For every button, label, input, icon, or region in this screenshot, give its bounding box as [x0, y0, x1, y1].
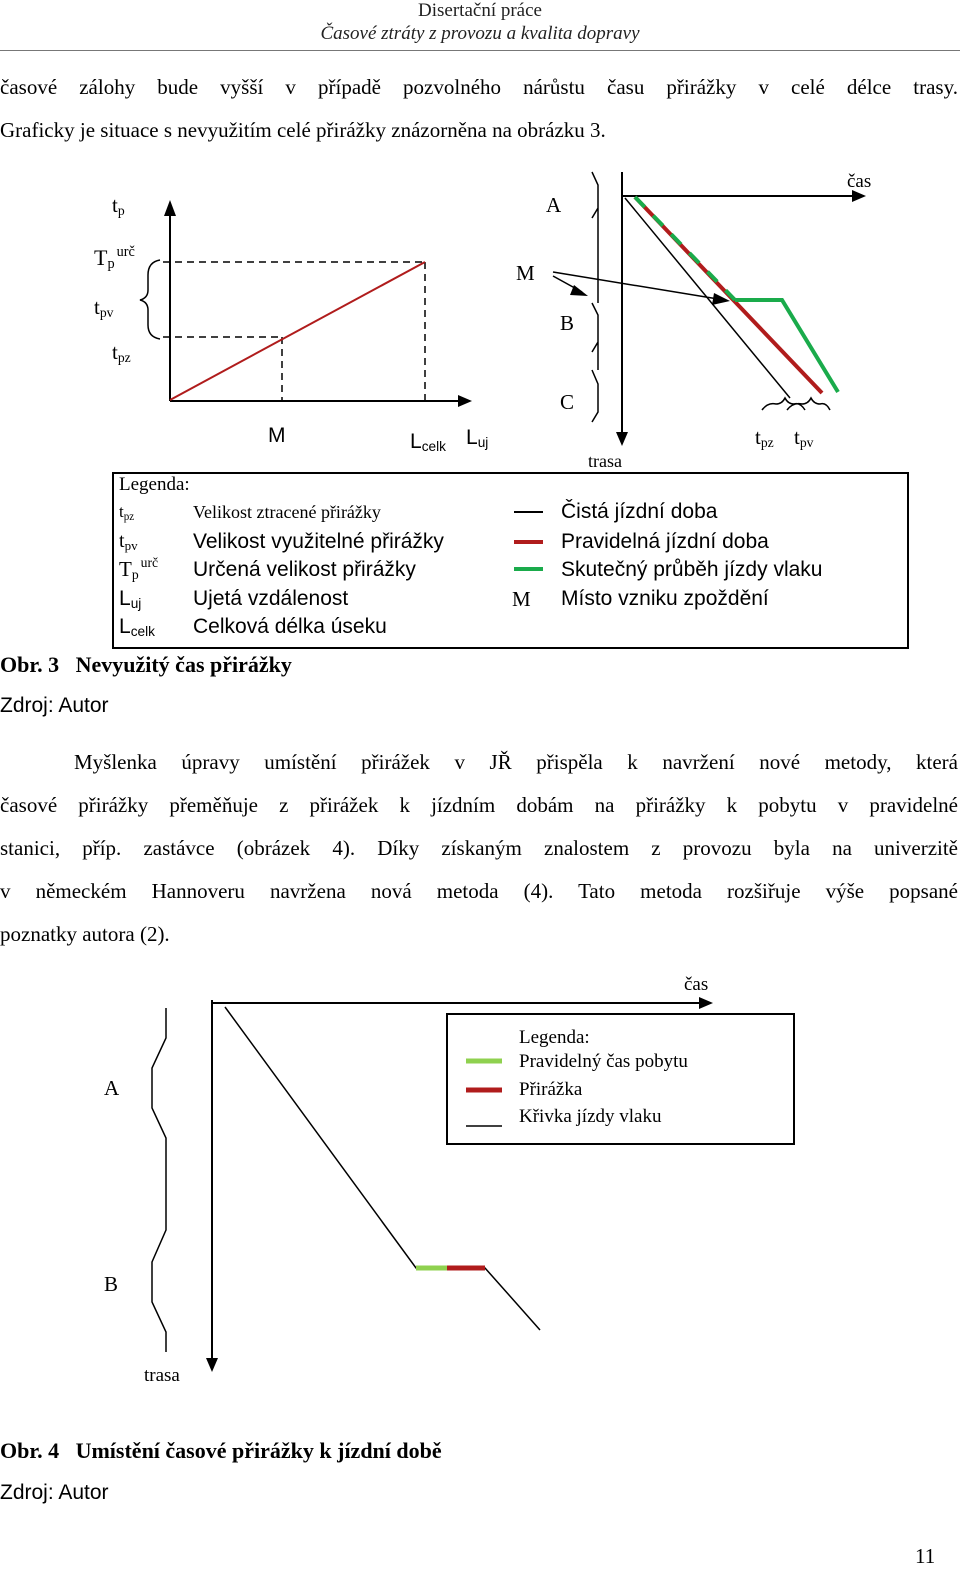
legend-3-sym: $L_{uj}$	[119, 587, 142, 611]
legend-3-sym: $L_{celk}$	[119, 615, 155, 639]
legend-3-right-desc: Pravidelná jízdní doba	[561, 530, 769, 553]
red-diagonal	[170, 262, 425, 400]
page-number: 11	[915, 1544, 936, 1568]
legend-3-desc: Celková délka úseku	[193, 615, 387, 638]
figure-4-source: Zdroj: Autor	[0, 1481, 109, 1504]
figure-4-caption: Obr. 4 Umístění časové přirážky k jízdní době	[0, 1438, 442, 1463]
legend-3-desc: Určená velikost přirážky	[193, 558, 416, 581]
legend-4-desc: Přirážka	[519, 1079, 583, 1100]
paragraph-line: časové přirážky přeměňuje z přirážek k jízdním dobám na přirážky k pobytu v pravidelné	[0, 793, 958, 817]
intro-line: Graficky je situace s nevyužitím celé přirážky znázorněna na obrázku 3.	[0, 118, 606, 142]
label-tpv: $t_{pv}$	[94, 295, 114, 320]
legend-3-sym: $T_p^{urč}$	[119, 555, 159, 582]
brace-tpv	[787, 398, 830, 410]
fig4-label-trasa: trasa	[144, 1365, 180, 1386]
legend-4-title: Legenda:	[519, 1027, 590, 1048]
figure-3-source: Zdroj: Autor	[0, 694, 109, 717]
label-station-c: C	[560, 390, 575, 414]
label-luj: $L_{uj}$	[466, 426, 489, 450]
paragraph-line: Myšlenka úpravy umístění přirážek v JŘ přispěla k navržení nové metody, která	[74, 750, 958, 774]
fig4-label-b: B	[104, 1272, 119, 1296]
legend-3-desc: Velikost ztracené přirážky	[193, 502, 381, 522]
fig4-station-profile	[152, 1008, 166, 1352]
label-tpz-bottom: $t_{pz}$	[755, 425, 774, 450]
fig4-time-arrowhead	[699, 997, 713, 1009]
route-arrowhead	[616, 432, 628, 446]
label-m-axis: M	[268, 424, 286, 447]
header-title: Disertační práce	[418, 0, 542, 21]
fig4-label-a: A	[104, 1076, 120, 1100]
label-tpz: $t_{pz}$	[112, 340, 131, 365]
label-station-a: A	[546, 193, 562, 217]
fig4-route-arrowhead	[206, 1358, 218, 1372]
header-subtitle: Časové ztráty z provozu a kvalita dopravy	[320, 23, 640, 44]
figure-3-caption: Obr. 3 Nevyužitý čas přirážky	[0, 652, 292, 677]
legend-3-right-desc: Místo vzniku zpoždění	[561, 587, 769, 610]
legend-4-desc: Křivka jízdy vlaku	[519, 1106, 662, 1127]
paragraph-line: poznatky autora (2).	[0, 922, 170, 946]
label-m-right: M	[516, 261, 535, 285]
fig4-run-line	[225, 1007, 540, 1330]
legend-3-sym: $t_{pz}$	[119, 502, 135, 523]
label-trasa: trasa	[588, 451, 622, 471]
intro-line: časové zálohy bude vyšší v případě pozvolného nárůstu času přirážky v celé délce trasy.	[0, 75, 958, 99]
legend-3-right-sym: M	[512, 587, 531, 611]
station-profile	[592, 172, 598, 422]
label-tp: $t_p$	[112, 193, 125, 218]
paragraph-line: stanici, příp. zastávce (obrázek 4). Díky získaným znalostem z provozu byla na univerzitě	[0, 836, 958, 860]
legend-3-right-desc: Čistá jízdní doba	[561, 500, 718, 523]
label-tp-urc: $T_p^{urč}$	[94, 244, 135, 272]
real-run-line	[735, 300, 838, 392]
brace	[140, 260, 160, 339]
legend-3-right-desc: Skutečný průběh jízdy vlaku	[561, 558, 823, 581]
legend-3-desc: Velikost využitelné přirážky	[193, 530, 444, 553]
body-paragraph	[0, 741, 958, 956]
y-axis-arrowhead	[164, 200, 176, 216]
paragraph-line: v německém Hannoveru navržena nová metoda (4). Tato metoda rozšiřuje výše popsané	[0, 879, 958, 903]
legend-4-desc: Pravidelný čas pobytu	[519, 1051, 688, 1072]
legend-3-sym: $t_{pv}$	[119, 530, 138, 553]
legend-3-desc: Ujetá vzdálenost	[193, 587, 349, 610]
label-lcelk: $L_{celk}$	[410, 430, 446, 454]
legend-3-title: Legenda:	[119, 474, 190, 495]
label-station-b: B	[560, 311, 575, 335]
x-axis-arrowhead	[458, 395, 472, 407]
label-cas: čas	[847, 171, 872, 192]
label-tpv-bottom: $t_{pv}$	[794, 425, 814, 450]
fig4-label-cas: čas	[684, 974, 709, 995]
